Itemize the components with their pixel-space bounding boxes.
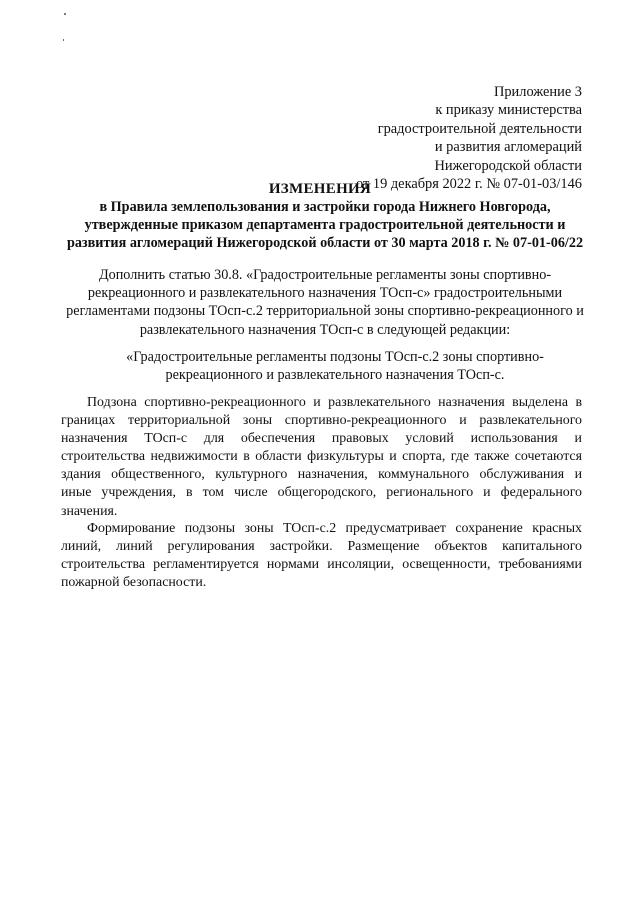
intro-line: развлекательного назначения ТОсп-с в следующей редакции:	[139, 321, 511, 338]
intro-paragraph	[40, 266, 610, 339]
appendix-line: градостроительной деятельности	[377, 120, 582, 137]
paragraph-line: здания общественного, культурного назначения, коммунального обслуживания и	[61, 467, 582, 483]
appendix-line: от 19 декабря 2022 г. № 07-01-03/146	[355, 176, 582, 193]
paragraph-line: строительства недвижимости в области физкультуры и спорта, где также сочетаются	[61, 449, 582, 465]
paragraph-line: границах территориальной зоны спортивно-рекреационного и развлекательного	[61, 413, 582, 429]
paragraph-line: значения.	[61, 503, 118, 519]
quote-line: «Градостроительные регламенты подзоны ТОсп-с.2 зоны спортивно-	[126, 349, 544, 365]
paragraph-line: пожарной безопасности.	[61, 575, 207, 591]
paragraph-line: Подзона спортивно-рекреационного и развлекательного назначения выделена в	[87, 395, 582, 410]
appendix-line: Нижегородской области	[434, 157, 582, 174]
appendix-line: и развития агломераций	[434, 139, 582, 156]
appendix-line: Приложение 3	[493, 84, 582, 100]
subtitle-line: утвержденные приказом департамента градостроительной деятельности и	[84, 217, 566, 234]
subtitle-line: развития агломераций Нижегородской области от 30 марта 2018 г. № 07-01-06/22	[66, 235, 584, 252]
paragraph-line: Формирование подзоны зоны ТОсп-с.2 предусматривает сохранение красных	[87, 521, 582, 536]
intro-line: регламентами подзоны ТОсп-с.2 территориальной зоны спортивно-рекреационного и	[66, 303, 584, 320]
quoted-heading	[90, 348, 580, 384]
quote-line: рекреационного и развлекательного назначения ТОсп-с.	[165, 367, 505, 384]
paragraph-line: назначения ТОсп-с для обеспечения правовых условий использования и	[61, 431, 582, 447]
intro-line: Дополнить статью 30.8. «Градостроительные регламенты зоны спортивно-	[98, 267, 552, 283]
document-title: ИЗМЕНЕНИЯ	[268, 181, 372, 197]
paragraph-line: линий, линий регулирования застройки. Размещение объектов капитального	[61, 539, 582, 555]
body-paragraph-2	[61, 520, 582, 592]
intro-line: рекреационного и развлекательного назначения ТОсп-с» градостроительными	[87, 285, 563, 302]
scan-speck	[63, 39, 64, 41]
scan-speck	[64, 13, 66, 15]
body-paragraph-1	[61, 394, 582, 521]
appendix-line: к приказу министерства	[435, 102, 582, 119]
paragraph-line: строительства регламентируется нормами инсоляции, освещенности, требованиями	[61, 557, 582, 573]
paragraph-line: иные учреждения, в том числе общегородского, регионального и федерального	[61, 485, 582, 501]
subtitle-line: в Правила землепользования и застройки города Нижнего Новгорода,	[99, 199, 551, 215]
document-subtitle	[56, 198, 594, 253]
appendix-block	[356, 83, 582, 193]
